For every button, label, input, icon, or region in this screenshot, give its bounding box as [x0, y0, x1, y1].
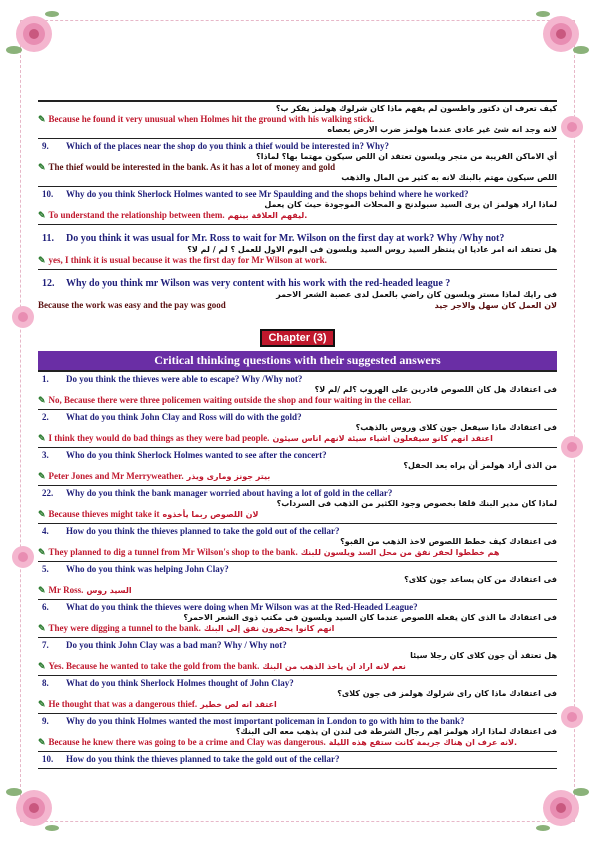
question-number: 3. [42, 450, 49, 460]
question-text: What do you think John Clay and Ross will do with the gold? [66, 412, 302, 422]
question-row-12 [38, 276, 557, 314]
answer-line: ✎ yes, I think it is usual because it was the first day for Mr Wilson at work. [38, 255, 327, 265]
question-text: What do you think Sherlock Holmes thought of John Clay? [66, 678, 294, 688]
question-arabic: هل تعتقد أن جون كلاى كان رجلا سيئا [410, 651, 557, 660]
question-row [38, 524, 557, 562]
question-number: 9. [42, 716, 49, 726]
question-number: 12. [42, 278, 55, 289]
pen-icon: ✎ [38, 471, 46, 481]
question-row [38, 448, 557, 486]
answer-line: ✎ Because thieves might take it لان اللصوص ربما يأخذوه [38, 509, 259, 519]
question-row [38, 676, 557, 714]
rose-flower-icon [6, 540, 40, 574]
question-text: Why do you think the bank manager worried about having a lot of gold in the cellar? [66, 488, 393, 498]
question-number: 10. [42, 189, 54, 199]
question-number: 4. [42, 526, 49, 536]
question-arabic: فى اعتقادك كيف خطط اللصوص لاخذ الذهب من القبو؟ [340, 537, 557, 546]
question-arabic: فى اعتقادك من كان يساعد جون كلاى؟ [404, 575, 557, 584]
rose-flower-icon [555, 110, 589, 144]
answer-arabic: لانه وجد انه شئ غير عادى عندما هولمز ضرب الارض بعصاه [327, 125, 557, 134]
question-row [38, 410, 557, 448]
chapter-heading: Chapter (3) [38, 328, 557, 347]
rose-flower-icon [4, 778, 64, 838]
question-number: 9. [42, 141, 49, 151]
pen-icon: ✎ [38, 433, 46, 443]
answer-line: ✎ The thief would be interested in the bank. As it has a lot of money and gold [38, 162, 336, 172]
question-row [38, 600, 557, 638]
answer-line: ✎ Yes. Because he wanted to take the gold from the bank. نعم لانه اراد ان ياخذ الذهب من البنك [38, 661, 406, 671]
question-number: 6. [42, 602, 49, 612]
question-number: 1. [42, 374, 49, 384]
pen-icon: ✎ [38, 699, 46, 709]
question-arabic: فى اعتقادك ما الذى كان يفعله اللصوص عندما كان السيد ويلسون فى مكتب ذوى الشعر الاحمر؟ [183, 613, 557, 622]
pen-icon: ✎ [38, 623, 46, 633]
pen-icon: ✎ [38, 661, 46, 671]
question-arabic: لماذا كان مدير البنك قلقا بخصوص وجود الكثير من الذهب فى السرداب؟ [276, 499, 557, 508]
answer-arabic: اللص سيكون مهتم بالبنك لانه به كثير من المال والذهب [341, 173, 557, 182]
question-text: Do you think the thieves were able to escape? Why /Why not? [66, 374, 303, 384]
question-row [38, 638, 557, 676]
question-text: How do you think the thieves planned to take the gold out of the cellar? [66, 754, 340, 764]
question-arabic: كيف تعرف ان دكتور واطسون لم يفهم ماذا كان شرلوك هولمز يفكر ب؟ [275, 104, 557, 113]
answer-line: ✎ Peter Jones and Mr Merryweather. بيتر جونز ومارى ويذر [38, 471, 271, 481]
question-number: 5. [42, 564, 49, 574]
question-text: Why do you think mr Wilson was very content with his work with the red-headed league ? [66, 278, 451, 289]
rose-flower-icon [6, 300, 40, 334]
worksheet-content [38, 100, 557, 769]
answer-line: ✎ I think they would do bad things as they were bad people. اعتقد انهم كانو سيفعلون اشياء سيئة لانهم اناس سيئون [38, 433, 493, 443]
answer-line: Because the work was easy and the pay was good لان العمل كان سهل والاجر جيد [38, 300, 557, 310]
question-row-8-continued [38, 100, 557, 139]
question-arabic: لماذا اراد هولمز ان يرى السيد سبولدنج و المحلات الموجودة حيث كان يعمل [264, 200, 557, 209]
pen-icon: ✎ [38, 509, 46, 519]
question-row-11 [38, 231, 557, 270]
question-row [38, 486, 557, 524]
rose-flower-icon [555, 430, 589, 464]
question-number: 8. [42, 678, 49, 688]
question-arabic: فى اعتقادك ماذا سيفعل جون كلاى وروس بالذهب؟ [355, 423, 557, 432]
question-arabic: فى اعتقادك هل كان اللصوص قادرين على الهروب ؟لم /لم لا؟ [314, 385, 557, 394]
question-row-9 [38, 139, 557, 187]
answer-line: ✎ No, Because there were three policemen waiting outside the shop and four waiting in the cellar. [38, 395, 412, 405]
question-number: 10. [42, 754, 54, 764]
question-text: How do you think the thieves planned to take the gold out of the cellar? [66, 526, 340, 536]
question-arabic: أي الاماكن القريبة من متجر ويلسون تعتقد ان اللص سيكون مهتما بها؟ لماذا؟ [256, 152, 557, 161]
question-number: 2. [42, 412, 49, 422]
pen-icon: ✎ [38, 737, 46, 747]
rose-flower-icon [4, 4, 64, 64]
rose-flower-icon [531, 4, 591, 64]
question-text: Why do you think Holmes wanted the most important policeman in London to go with him to the bank? [66, 716, 465, 726]
rose-flower-icon [555, 700, 589, 734]
question-arabic: هل تعتقد انه امر عاديا ان ينتظر السيد روس السيد ويلسون فى اليوم الاول للعمل ؟ لم / لم لا؟ [187, 245, 557, 254]
rose-flower-icon [531, 778, 591, 838]
answer-line: ✎ They planned to dig a tunnel from Mr Wilson's shop to the bank. هم خططوا لحفر نفق من محل السد ويلسون للبنك [38, 547, 500, 557]
question-text: What do you think the thieves were doing when Mr Wilson was at the Red-Headed League? [66, 602, 418, 612]
answer-line: ✎ Mr Ross. السيد روس [38, 585, 132, 595]
section-banner: Critical thinking questions with their suggested answers [38, 351, 557, 372]
question-arabic: فى اعتقادك ماذا كان راى شرلوك هولمز فى جون كلاى؟ [337, 689, 557, 698]
answer-line: ✎ To understand the relationship between them. ليفهم العلاقة بينهم. [38, 210, 308, 220]
question-arabic: من الذى أراد هولمز أن يراه بعد الحفل؟ [403, 461, 557, 470]
pen-icon: ✎ [38, 114, 46, 124]
answer-line: ✎ Because he found it very unusual when Holmes hit the ground with his walking stick. [38, 114, 375, 124]
answer-line: ✎ He thought that was a dangerous thief. اعتقد انه لص خطير [38, 699, 277, 709]
pen-icon: ✎ [38, 162, 46, 172]
answer-line: ✎ They were digging a tunnel to the bank. انهم كانوا يحفرون نفق إلى البنك [38, 623, 335, 633]
question-arabic: فى اعتقادك لماذا اراد هولمز اهم رجال الشرطة فى لندن ان يذهب معه الى البنك؟ [235, 727, 557, 736]
answer-line: ✎ Because he knew there was going to be a crime and Clay was dangerous. لانه عرف ان هناك جريمة كانت ستقع هذه الليلة. [38, 737, 518, 747]
question-text: Do you think it was usual for Mr. Ross to wait for Mr. Wilson on the first day at work? Why /Why not? [66, 233, 505, 244]
question-text: Who do you think Sherlock Holmes wanted to see after the concert? [66, 450, 327, 460]
question-text: Why do you think Sherlock Holmes wanted to see Mr Spaulding and the shops behind where he worked? [66, 189, 469, 199]
question-number: 11. [42, 233, 54, 244]
question-text: Which of the places near the shop do you think a thief would be interested in? Why? [66, 141, 390, 151]
pen-icon: ✎ [38, 547, 46, 557]
question-row [38, 752, 557, 769]
question-row [38, 372, 557, 410]
question-row-10 [38, 187, 557, 225]
question-list [38, 372, 557, 769]
question-text: Do you think John Clay was a bad man? Why / Why not? [66, 640, 287, 650]
pen-icon: ✎ [38, 255, 46, 265]
question-number: 7. [42, 640, 49, 650]
question-arabic: فى رايك لماذا مستر ويلسون كان راضي بالعمل لدى عصبة الشعر الاحمر [276, 290, 557, 299]
question-text: Who do you think was helping John Clay? [66, 564, 229, 574]
question-row [38, 562, 557, 600]
question-number: 22. [42, 488, 54, 498]
pen-icon: ✎ [38, 210, 46, 220]
question-row [38, 714, 557, 752]
pen-icon: ✎ [38, 585, 46, 595]
pen-icon: ✎ [38, 395, 46, 405]
